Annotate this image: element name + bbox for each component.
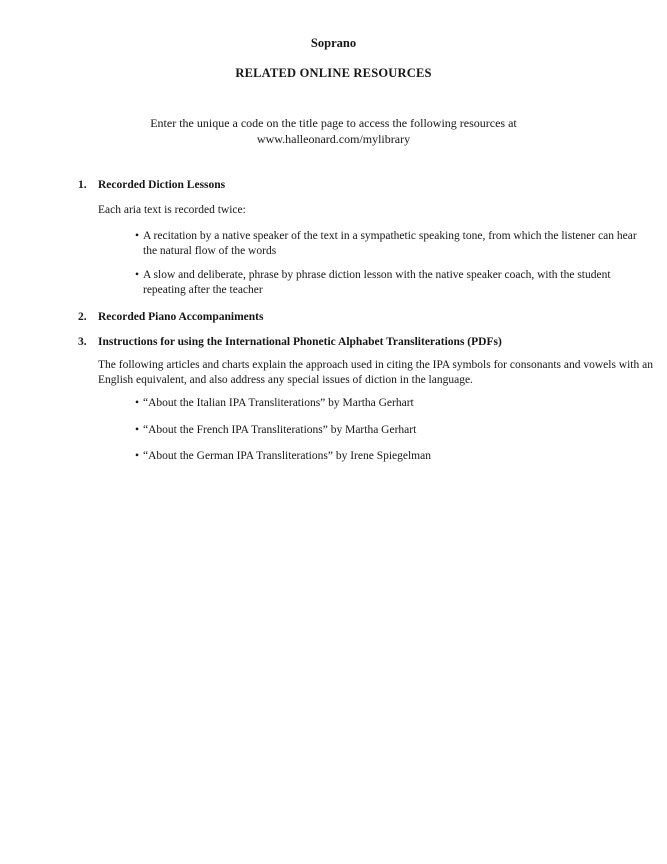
item-heading: Instructions for using the International Phonetic Alphabet Transliterations (PDFs) [98, 336, 502, 348]
item-heading: Recorded Diction Lessons [98, 179, 226, 191]
item-number: 3. [78, 336, 87, 348]
page-header [0, 0, 667, 147]
bullet-text: “About the Italian IPA Transliterations” by Martha Gerhart [143, 397, 414, 409]
bullet-icon: • [135, 269, 140, 281]
bullet-item [135, 449, 640, 464]
related-online-resources-heading: RELATED ONLINE RESOURCES [235, 66, 432, 80]
page-title: Soprano [310, 36, 357, 50]
intro-line-1: Enter the unique a code on the title page to access the following resources at [150, 116, 517, 130]
list-item-recorded-diction-lessons [0, 178, 667, 193]
item-body-text: Each aria text is recorded twice: [98, 204, 246, 216]
bullet-icon: • [135, 450, 140, 462]
bullet-icon: • [135, 230, 140, 242]
bullet-icon: • [135, 397, 140, 409]
bullet-item [135, 396, 640, 411]
bullet-text: A slow and deliberate, phrase by phrase diction lesson with the native speaker coach, with the student repeating after the teacher [143, 269, 611, 296]
item-body-text: The following articles and charts explain the approach used in citing the IPA symbols for consonants and vowels with an English equivalent, and also address any special issues of diction in the language. [98, 359, 653, 386]
intro-text [0, 115, 667, 147]
item-heading: Recorded Piano Accompaniments [98, 311, 264, 323]
numbered-list [0, 178, 667, 464]
bullet-item [135, 423, 640, 438]
bullet-text: A recitation by a native speaker of the text in a sympathetic speaking tone, from which the listener can hear the natural flow of the words [143, 230, 637, 257]
bullet-item [135, 229, 640, 259]
intro-url: www.halleonard.com/mylibrary [256, 132, 411, 146]
item-number: 1. [78, 179, 87, 191]
list-item-ipa-transliteration-instructions [0, 335, 667, 350]
item-number: 2. [78, 311, 87, 323]
list-item-recorded-piano-accompaniments [0, 310, 667, 325]
bullet-text: “About the German IPA Transliterations” by Irene Spiegelman [143, 450, 431, 462]
bullet-icon: • [135, 424, 140, 436]
bullet-item [135, 268, 640, 298]
bullet-text: “About the French IPA Transliterations” by Martha Gerhart [143, 424, 417, 436]
